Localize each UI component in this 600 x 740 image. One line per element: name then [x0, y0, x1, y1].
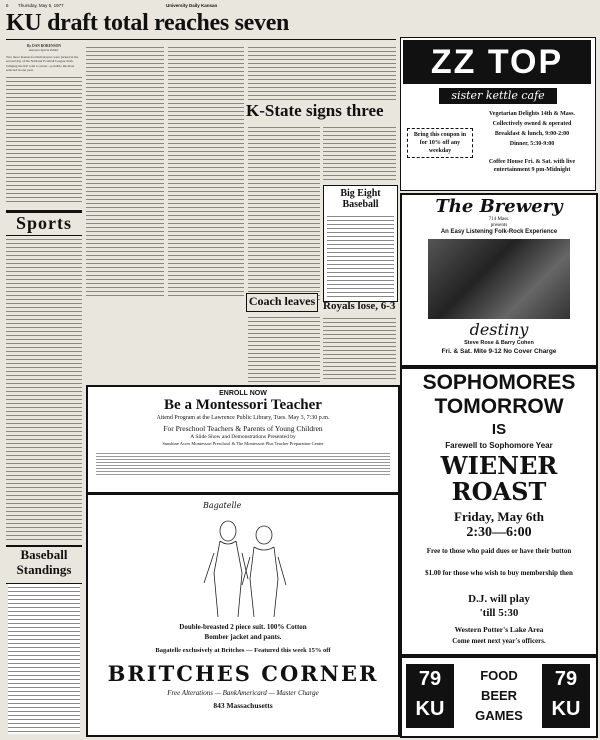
ku-logo-left: 79 KU — [406, 664, 454, 728]
wiener-line10: $1.00 for those who wish to buy membership then — [425, 569, 573, 577]
headline-rule — [6, 39, 396, 40]
wiener-line3: IS — [491, 421, 507, 438]
ku-beer: BEER — [480, 688, 518, 703]
ku-games: GAMES — [475, 708, 523, 723]
wiener-line14: Come meet next year's officers. — [452, 637, 546, 645]
page-number: 6 — [6, 3, 9, 8]
montessori-line4: Sunshine Acres Montessori Preschool & The Montessori Plus Teacher Preparation Center — [162, 441, 324, 446]
fashion-illustration — [188, 513, 298, 621]
wiener-line7: Friday, May 6th — [454, 509, 544, 524]
wiener-line9: Free to those who paid dues or have their button — [426, 547, 572, 555]
royals-headline: Royals lose, 6-3 — [323, 300, 396, 312]
wiener-line4: Farewell to Sophomore Year — [445, 441, 553, 450]
draft-byline: By DAN BORENSON — [27, 44, 61, 48]
big-eight-table — [327, 213, 394, 299]
standings-header — [6, 545, 82, 584]
kstate-column-2 — [323, 124, 396, 182]
britches-line1: Double-breasted 2 piece suit. 100% Cotton — [179, 623, 307, 631]
ku-food: FOOD — [480, 668, 518, 683]
big-eight-box — [323, 185, 398, 302]
montessori-line3: A Slide Show and Demonstrations Presented by — [190, 434, 296, 440]
wiener-line5: WIENER — [440, 451, 558, 480]
draft-headline: KU draft total reaches seven — [6, 10, 290, 36]
coach-leaves-text — [248, 314, 320, 382]
brewery-members: Steve Rose & Barry Cohen — [464, 340, 534, 346]
draft-lead: Two more Kansas football players were picked in the second day of the National Football League draft, bringing the KU total to seven—possibly the most selected in one year. — [6, 54, 79, 73]
britches-line3: Bagatelle exclusively at Britches — Featured this week 15% off — [155, 647, 331, 654]
britches-name: BRITCHES CORNER — [107, 661, 379, 686]
sports-column-text — [6, 236, 82, 542]
montessori-title: Be a Montessori Teacher — [164, 397, 322, 413]
montessori-line2: For Preschool Teachers & Parents of Young Children — [163, 424, 323, 433]
royals-text — [323, 315, 396, 382]
standings-title-1: Baseball — [20, 547, 68, 562]
brewery-tagline: An Easy Listening Folk-Rock Experience — [440, 229, 558, 235]
wiener-line8: 2:30—6:00 — [466, 525, 532, 540]
wiener-line6: ROAST — [451, 477, 547, 506]
brewery-dates: Fri. & Sat. Mite 9-12 No Cover Charge — [441, 348, 557, 355]
brewery-address: 714 Mass. — [488, 217, 510, 222]
cafe-name: sister kettle cafe — [439, 88, 557, 104]
britches-ad — [86, 493, 400, 737]
wiener-line2: TOMORROW — [434, 395, 564, 418]
brewery-name: The Brewery — [435, 196, 563, 217]
montessori-ad — [86, 385, 400, 494]
band-photo — [428, 239, 570, 319]
sports-title: Sports — [15, 213, 72, 233]
page-date: Thursday, May 5, 1977 — [18, 3, 64, 8]
wiener-line11: D.J. will play — [468, 593, 530, 605]
kstate-headline: K-State signs three — [246, 101, 384, 120]
cafe-line1: Vegetarian Delights 14th & Mass. — [489, 111, 575, 117]
standings-title-2: Standings — [16, 562, 72, 577]
britches-services: Free Alterations — BankAmericard — Master Charge — [167, 689, 319, 697]
draft-column-4 — [248, 44, 396, 100]
kstate-column-1 — [248, 124, 320, 300]
wiener-roast-ad — [400, 367, 598, 656]
montessori-top: ENROLL NOW — [219, 390, 267, 397]
montessori-body — [96, 451, 390, 475]
zztop-banner: ZZ TOP — [403, 40, 591, 84]
standings-table — [8, 584, 80, 734]
britches-address: 843 Massachusetts — [213, 701, 273, 710]
brewery-ad — [400, 193, 598, 367]
britches-script-logo: Bagatelle — [203, 501, 242, 510]
wiener-line13: Western Potter's Lake Area — [454, 625, 544, 634]
cafe-coffee-house: Coffee House Fri. & Sat. with live entertainment 9 pm-Midnight — [488, 159, 576, 173]
paper-name: University Daily Kansan — [166, 3, 218, 8]
coach-leaves-box — [246, 293, 318, 312]
montessori-line1: Attend Program at the Lawrence Public Library, Tues. May 3, 7:30 p.m. — [156, 415, 330, 421]
zztop-ad — [400, 37, 596, 191]
big-eight-title-1: Big Eight — [340, 188, 381, 199]
coach-leaves-headline: Coach leaves — [248, 294, 316, 308]
ku-ad — [400, 656, 598, 738]
big-eight-title-2: Baseball — [342, 199, 379, 210]
ku-logo-right: 79 KU — [542, 664, 590, 728]
britches-line2: Bomber jacket and pants. — [204, 633, 282, 641]
draft-column-2 — [86, 44, 164, 299]
cafe-coupon: Bring this coupon in for 10% off any weekday — [407, 128, 473, 158]
brewery-presents: presents — [490, 223, 508, 228]
draft-column-3 — [168, 44, 244, 299]
draft-byline-role: Kansan Sports Editor — [29, 48, 59, 53]
wiener-line12: 'till 5:30 — [479, 607, 519, 619]
cafe-line3: Breakfast & lunch, 9:00-2:00 — [494, 131, 570, 137]
sports-section-header — [6, 210, 82, 236]
cafe-line4: Dinner, 5:30-9:00 — [509, 141, 555, 147]
draft-column-1 — [6, 44, 82, 209]
wiener-line1: SOPHOMORES — [422, 371, 576, 394]
brewery-act: destiny — [469, 320, 529, 339]
draft-body-text-1 — [6, 74, 82, 204]
cafe-line2: Collectively owned & operated — [492, 121, 572, 127]
